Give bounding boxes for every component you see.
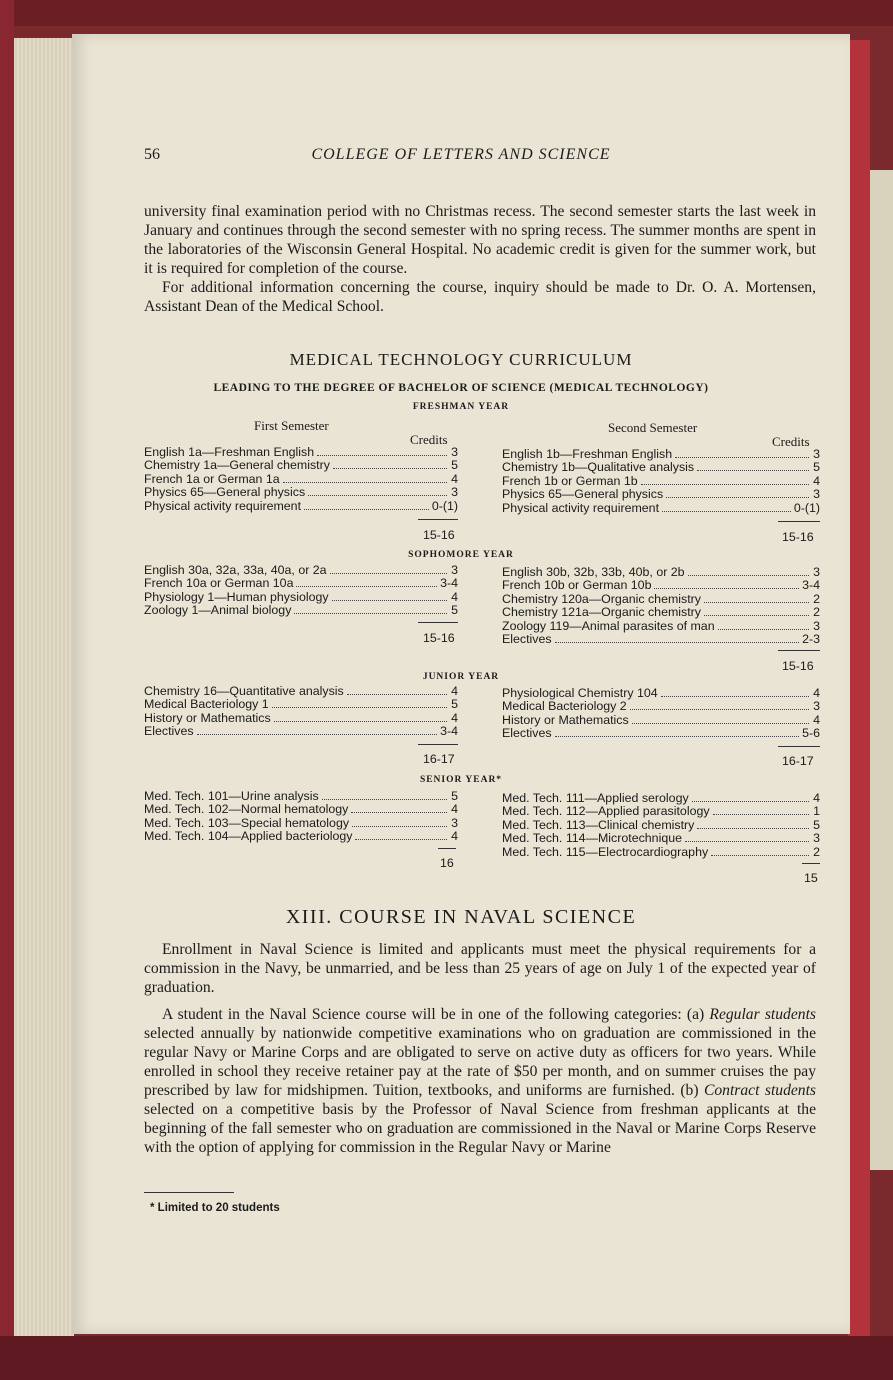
course-name: English 30b, 32b, 33b, 40b, or 2b [502,565,685,579]
course-row [144,790,458,803]
course-name: Med. Tech. 104—Applied bacteriology [144,829,353,844]
course-row [502,488,820,501]
course-credits: 3 [451,445,458,459]
course-row [144,486,458,499]
course-row [502,633,820,646]
course-row [502,700,820,713]
senior-first-total: 16 [440,856,454,870]
course-name: Zoology 1—Animal biology [144,603,292,618]
course-name: Med. Tech. 111—Applied serology [502,791,689,805]
naval-paragraph-2 [144,1005,816,1157]
course-row [144,604,458,617]
course-row [144,446,458,459]
course-name: English 1a—Freshman English [144,445,315,459]
course-credits: 4 [451,829,458,844]
freshman-first-semester [144,446,458,513]
senior-second-total: 15 [804,871,818,885]
course-row [144,459,458,472]
course-row [502,620,820,633]
book-cover-right [848,40,870,1340]
footnote: * Limited to 20 students [150,1202,280,1214]
freshman-first-total: 15-16 [423,528,455,542]
sophomore-second-total: 15-16 [782,659,814,673]
course-name: Chemistry 120a—Organic chemistry [502,591,702,606]
intro-paragraph-2: For additional information concerning the course, inquiry should be made to Dr. O. A. Mortensen, Assistant Dean of the Medical School. [144,279,816,315]
course-credits: 2 [813,591,820,606]
course-name: Physics 65—General physics [144,485,306,500]
running-header [72,146,850,170]
course-name: Electives [144,724,194,739]
course-row [144,577,458,590]
course-name: Electives [502,726,552,741]
course-row [144,803,458,816]
freshman-second-semester [502,448,820,515]
course-credits: 3 [813,565,820,579]
course-credits: 5 [813,460,820,475]
course-name: Chemistry 1a—General chemistry [144,458,330,473]
book-spine-edge [0,0,14,1380]
junior-year-label: JUNIOR YEAR [422,672,500,682]
intro-paragraph-1: university final examination period with no Christmas recess. The second semester starts the last week in January and continues through the second semester with no spring recess. The summer months are spent in the laboratories of the Wisconsin General Hospital. No academic credit is given for the summer work, but it is required for completion of the course. [144,203,816,277]
course-name: Zoology 119—Animal parasites of man [502,618,715,633]
naval-paragraph-1: Enrollment in Naval Science is limited and applicants must meet the physical requirements for a commission in the Navy, be unmarried, and be less than 25 years of age on July 1 of the expected year of graduation. [144,941,816,996]
course-credits: 4 [451,589,458,604]
course-credits: 3 [813,831,820,846]
course-name: Physical activity requirement [502,500,660,515]
course-credits: 5 [813,817,820,832]
course-name: Physiology 1—Human physiology [144,589,329,604]
junior-first-total: 16-17 [423,752,455,766]
sophomore-year-label: SOPHOMORE YEAR [408,550,514,560]
course-credits: 5-6 [802,726,820,741]
course-name: Medical Bacteriology 2 [502,699,627,714]
course-credits: 2 [813,844,820,859]
course-credits: 3 [451,485,458,500]
contract-students-term: Contract students [703,1082,816,1099]
freshman-year-label: FRESHMAN YEAR [412,402,510,412]
course-credits: 3-4 [802,578,820,593]
book-cover-bottom [0,1336,893,1380]
curriculum-title: MEDICAL TECHNOLOGY CURRICULUM [289,350,633,369]
course-name: English 1b—Freshman English [502,447,673,461]
course-name: English 30a, 32a, 33a, 40a, or 2a [144,563,327,577]
junior-second-total: 16-17 [782,754,814,768]
total-rule [438,848,456,849]
credits-heading-right: Credits [772,434,810,449]
curriculum-subtitle: LEADING TO THE DEGREE OF BACHELOR OF SCIENCE (MEDICAL TECHNOLOGY) [213,382,709,394]
second-semester-heading: Second Semester [608,420,698,435]
course-row [502,461,820,474]
course-row [502,792,820,805]
course-row [144,698,458,711]
course-row [502,832,820,845]
course-credits: 1 [813,804,820,819]
naval-science-title: XIII. COURSE IN NAVAL SCIENCE [285,906,637,928]
course-row [144,712,458,725]
footnote-rule [144,1192,234,1193]
course-credits: 3 [451,563,458,577]
naval-paragraph-2-part-b: selected annually by nationwide competitive examinations who on graduation are commissioned in the regular Navy or Marine Corps and are obligated to serve on active duty as officers for two years. While enrolled in school they receive retainer pay at the rate of $50 per month, and on summer cruises the pay prescribed by law for midshipmen. Tuition, textbooks, and uniforms are furnished. (b) [144,1025,816,1099]
course-name: Med. Tech. 114—Microtechnique [502,831,682,846]
course-credits: 4 [451,710,458,725]
course-credits: 3-4 [440,724,458,739]
course-row [502,448,820,461]
naval-text [144,940,816,1157]
course-name: Chemistry 16—Quantitative analysis [144,684,344,698]
course-name: Med. Tech. 113—Clinical chemistry [502,817,695,832]
total-rule [802,863,820,864]
course-row [144,473,458,486]
course-credits: 4 [813,686,820,700]
junior-first-semester [144,685,458,739]
naval-paragraph-2-part-a: A student in the Naval Science course will be in one of the following categories: (a) [162,1006,710,1023]
course-credits: 3 [813,447,820,461]
course-row [144,830,458,843]
course-row [144,500,458,513]
next-page-edge [870,170,893,1170]
course-name: Chemistry 121a—Organic chemistry [502,605,702,620]
course-name: Medical Bacteriology 1 [144,697,269,712]
course-name: French 1a or German 1a [144,471,280,486]
course-name: Physics 65—General physics [502,487,664,502]
course-credits: 4 [451,684,458,698]
course-name: History or Mathematics [144,710,271,725]
total-rule [418,744,458,745]
course-row [144,685,458,698]
course-row [502,819,820,832]
course-name: Electives [502,632,552,647]
book-cover-top [0,0,893,26]
course-name: French 10a or German 10a [144,576,294,591]
regular-students-term: Regular students [709,1006,816,1023]
course-credits: 4 [451,802,458,817]
course-credits: 2 [813,605,820,620]
course-credits: 5 [451,603,458,618]
page-stack-edge [14,38,74,1338]
course-name: Med. Tech. 115—Electrocardiography [502,844,709,859]
course-row [144,725,458,738]
senior-first-semester [144,790,458,844]
course-name: Med. Tech. 103—Special hematology [144,815,350,830]
junior-second-semester [502,687,820,741]
course-credits: 5 [451,697,458,712]
course-row [502,606,820,619]
course-row [502,727,820,740]
course-credits: 5 [451,458,458,473]
course-credits: 4 [451,471,458,486]
running-title: COLLEGE OF LETTERS AND SCIENCE [311,146,611,163]
course-credits: 4 [813,791,820,805]
course-credits: 3 [813,699,820,714]
course-row [144,564,458,577]
course-credits: 4 [813,712,820,727]
course-row [502,475,820,488]
course-row [144,817,458,830]
course-credits: 2-3 [802,632,820,647]
total-rule [778,650,820,651]
total-rule [418,519,458,520]
course-name: Physical activity requirement [144,498,302,513]
course-row [502,566,820,579]
course-row [502,714,820,727]
course-row [502,805,820,818]
total-rule [778,521,820,522]
sophomore-second-semester [502,566,820,646]
senior-year-label: SENIOR YEAR* [419,775,503,785]
course-credits: 5 [451,789,458,803]
course-name: History or Mathematics [502,712,629,727]
sophomore-first-semester [144,564,458,618]
course-credits: 3 [813,487,820,502]
naval-paragraph-2-part-c: selected on a competitive basis by the Professor of Naval Science from freshman applicants at the beginning of the fall semester who on graduation are commissioned in the Naval or Marine Corps Reserve with the option of applying for commission in the Regular Navy or Marine [144,1101,816,1156]
total-rule [418,622,458,623]
intro-text [144,202,816,316]
course-credits: 3 [451,815,458,830]
first-semester-heading: First Semester [254,418,329,433]
senior-second-semester [502,792,820,859]
course-credits: 4 [813,473,820,488]
course-credits: 0-(1) [793,500,820,515]
page-number: 56 [144,146,160,163]
course-row [144,591,458,604]
course-credits: 3 [813,618,820,633]
book-page [72,34,850,1334]
course-name: Med. Tech. 101—Urine analysis [144,789,319,803]
sophomore-first-total: 15-16 [423,631,455,645]
course-row [502,593,820,606]
course-credits: 3-4 [440,576,458,591]
course-name: French 1b or German 1b [502,473,638,488]
total-rule [778,746,820,747]
course-name: French 10b or German 10b [502,578,652,593]
course-credits: 0-(1) [431,498,458,513]
course-row [502,579,820,592]
course-name: Chemistry 1b—Qualitative analysis [502,460,695,475]
credits-heading-left: Credits [410,432,448,447]
course-name: Med. Tech. 102—Normal hematology [144,802,349,817]
course-row [502,687,820,700]
course-name: Physiological Chemistry 104 [502,686,658,700]
freshman-second-total: 15-16 [782,530,814,544]
course-row [502,502,820,515]
course-name: Med. Tech. 112—Applied parasitology [502,804,710,819]
course-row [502,846,820,859]
